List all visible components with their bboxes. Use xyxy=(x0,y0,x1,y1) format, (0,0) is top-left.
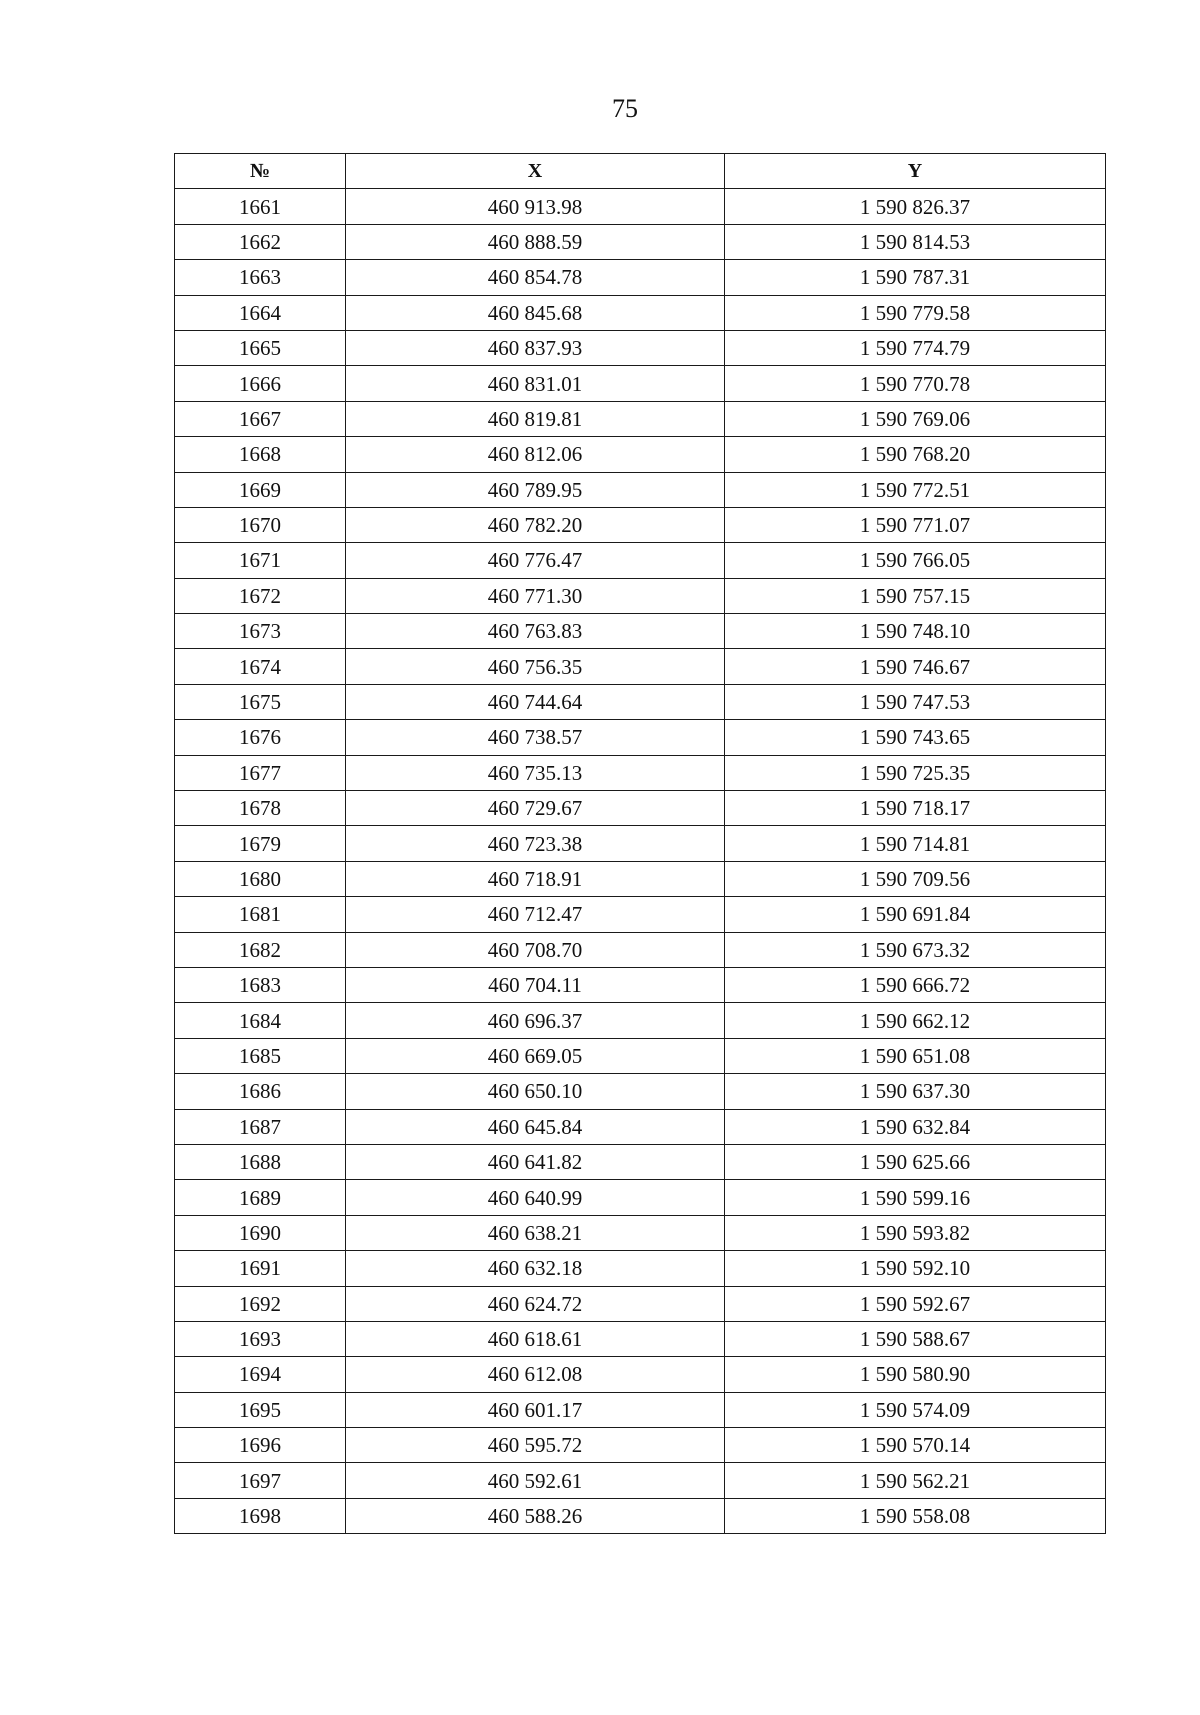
point-number-cell: 1688 xyxy=(175,1144,346,1179)
table-row xyxy=(175,260,1106,295)
x-coordinate-cell: 460 756.35 xyxy=(346,649,725,684)
point-number-cell: 1684 xyxy=(175,1003,346,1038)
y-coordinate-cell: 1 590 769.06 xyxy=(725,401,1106,436)
point-number-cell: 1679 xyxy=(175,826,346,861)
point-number-cell: 1685 xyxy=(175,1038,346,1073)
point-number-cell: 1673 xyxy=(175,614,346,649)
table-row xyxy=(175,1357,1106,1392)
y-coordinate-cell: 1 590 743.65 xyxy=(725,720,1106,755)
x-coordinate-cell: 460 588.26 xyxy=(346,1498,725,1533)
point-number-cell: 1668 xyxy=(175,437,346,472)
x-coordinate-cell: 460 831.01 xyxy=(346,366,725,401)
point-number-cell: 1671 xyxy=(175,543,346,578)
table-row xyxy=(175,1251,1106,1286)
header-number: № xyxy=(175,154,346,189)
y-coordinate-cell: 1 590 662.12 xyxy=(725,1003,1106,1038)
x-coordinate-cell: 460 632.18 xyxy=(346,1251,725,1286)
point-number-cell: 1691 xyxy=(175,1251,346,1286)
y-coordinate-cell: 1 590 787.31 xyxy=(725,260,1106,295)
x-coordinate-cell: 460 669.05 xyxy=(346,1038,725,1073)
point-number-cell: 1665 xyxy=(175,330,346,365)
x-coordinate-cell: 460 718.91 xyxy=(346,861,725,896)
point-number-cell: 1664 xyxy=(175,295,346,330)
table-row xyxy=(175,1321,1106,1356)
table-row xyxy=(175,1428,1106,1463)
header-y: Y xyxy=(725,154,1106,189)
x-coordinate-cell: 460 738.57 xyxy=(346,720,725,755)
table-row xyxy=(175,1392,1106,1427)
point-number-cell: 1670 xyxy=(175,507,346,542)
table-row xyxy=(175,437,1106,472)
table-row xyxy=(175,1144,1106,1179)
x-coordinate-cell: 460 845.68 xyxy=(346,295,725,330)
x-coordinate-cell: 460 888.59 xyxy=(346,224,725,259)
point-number-cell: 1667 xyxy=(175,401,346,436)
y-coordinate-cell: 1 590 725.35 xyxy=(725,755,1106,790)
header-x: X xyxy=(346,154,725,189)
y-coordinate-cell: 1 590 570.14 xyxy=(725,1428,1106,1463)
x-coordinate-cell: 460 854.78 xyxy=(346,260,725,295)
x-coordinate-cell: 460 696.37 xyxy=(346,1003,725,1038)
table-row xyxy=(175,1463,1106,1498)
y-coordinate-cell: 1 590 632.84 xyxy=(725,1109,1106,1144)
y-coordinate-cell: 1 590 814.53 xyxy=(725,224,1106,259)
y-coordinate-cell: 1 590 593.82 xyxy=(725,1215,1106,1250)
table-row xyxy=(175,897,1106,932)
point-number-cell: 1669 xyxy=(175,472,346,507)
table-row xyxy=(175,1286,1106,1321)
point-number-cell: 1663 xyxy=(175,260,346,295)
point-number-cell: 1696 xyxy=(175,1428,346,1463)
x-coordinate-cell: 460 640.99 xyxy=(346,1180,725,1215)
table-row xyxy=(175,189,1106,224)
table-row xyxy=(175,861,1106,896)
y-coordinate-cell: 1 590 625.66 xyxy=(725,1144,1106,1179)
y-coordinate-cell: 1 590 637.30 xyxy=(725,1074,1106,1109)
x-coordinate-cell: 460 776.47 xyxy=(346,543,725,578)
point-number-cell: 1687 xyxy=(175,1109,346,1144)
y-coordinate-cell: 1 590 770.78 xyxy=(725,366,1106,401)
table-row xyxy=(175,295,1106,330)
x-coordinate-cell: 460 744.64 xyxy=(346,684,725,719)
x-coordinate-cell: 460 708.70 xyxy=(346,932,725,967)
y-coordinate-cell: 1 590 748.10 xyxy=(725,614,1106,649)
table-row xyxy=(175,791,1106,826)
point-number-cell: 1695 xyxy=(175,1392,346,1427)
table-body xyxy=(175,189,1106,1534)
point-number-cell: 1661 xyxy=(175,189,346,224)
x-coordinate-cell: 460 612.08 xyxy=(346,1357,725,1392)
table-row xyxy=(175,401,1106,436)
table-row xyxy=(175,720,1106,755)
point-number-cell: 1675 xyxy=(175,684,346,719)
x-coordinate-cell: 460 601.17 xyxy=(346,1392,725,1427)
point-number-cell: 1694 xyxy=(175,1357,346,1392)
x-coordinate-cell: 460 837.93 xyxy=(346,330,725,365)
table-row xyxy=(175,684,1106,719)
y-coordinate-cell: 1 590 766.05 xyxy=(725,543,1106,578)
y-coordinate-cell: 1 590 562.21 xyxy=(725,1463,1106,1498)
point-number-cell: 1662 xyxy=(175,224,346,259)
point-number-cell: 1680 xyxy=(175,861,346,896)
point-number-cell: 1690 xyxy=(175,1215,346,1250)
point-number-cell: 1677 xyxy=(175,755,346,790)
x-coordinate-cell: 460 771.30 xyxy=(346,578,725,613)
y-coordinate-cell: 1 590 651.08 xyxy=(725,1038,1106,1073)
table-row xyxy=(175,1215,1106,1250)
table-row xyxy=(175,826,1106,861)
x-coordinate-cell: 460 624.72 xyxy=(346,1286,725,1321)
x-coordinate-cell: 460 735.13 xyxy=(346,755,725,790)
y-coordinate-cell: 1 590 771.07 xyxy=(725,507,1106,542)
y-coordinate-cell: 1 590 666.72 xyxy=(725,967,1106,1002)
y-coordinate-cell: 1 590 826.37 xyxy=(725,189,1106,224)
y-coordinate-cell: 1 590 580.90 xyxy=(725,1357,1106,1392)
x-coordinate-cell: 460 704.11 xyxy=(346,967,725,1002)
x-coordinate-cell: 460 913.98 xyxy=(346,189,725,224)
table-row xyxy=(175,472,1106,507)
point-number-cell: 1689 xyxy=(175,1180,346,1215)
table-row xyxy=(175,330,1106,365)
point-number-cell: 1672 xyxy=(175,578,346,613)
table-row xyxy=(175,967,1106,1002)
y-coordinate-cell: 1 590 768.20 xyxy=(725,437,1106,472)
point-number-cell: 1674 xyxy=(175,649,346,684)
x-coordinate-cell: 460 645.84 xyxy=(346,1109,725,1144)
y-coordinate-cell: 1 590 779.58 xyxy=(725,295,1106,330)
table-row xyxy=(175,932,1106,967)
x-coordinate-cell: 460 763.83 xyxy=(346,614,725,649)
y-coordinate-cell: 1 590 558.08 xyxy=(725,1498,1106,1533)
coordinates-table xyxy=(174,153,1106,1534)
table-row xyxy=(175,507,1106,542)
x-coordinate-cell: 460 641.82 xyxy=(346,1144,725,1179)
point-number-cell: 1697 xyxy=(175,1463,346,1498)
point-number-cell: 1682 xyxy=(175,932,346,967)
y-coordinate-cell: 1 590 714.81 xyxy=(725,826,1106,861)
x-coordinate-cell: 460 712.47 xyxy=(346,897,725,932)
table-row xyxy=(175,578,1106,613)
point-number-cell: 1683 xyxy=(175,967,346,1002)
table-row xyxy=(175,366,1106,401)
y-coordinate-cell: 1 590 592.67 xyxy=(725,1286,1106,1321)
point-number-cell: 1698 xyxy=(175,1498,346,1533)
x-coordinate-cell: 460 729.67 xyxy=(346,791,725,826)
y-coordinate-cell: 1 590 588.67 xyxy=(725,1321,1106,1356)
x-coordinate-cell: 460 650.10 xyxy=(346,1074,725,1109)
table-row xyxy=(175,1003,1106,1038)
table-header-row xyxy=(175,154,1106,189)
point-number-cell: 1686 xyxy=(175,1074,346,1109)
x-coordinate-cell: 460 618.61 xyxy=(346,1321,725,1356)
point-number-cell: 1666 xyxy=(175,366,346,401)
x-coordinate-cell: 460 595.72 xyxy=(346,1428,725,1463)
y-coordinate-cell: 1 590 718.17 xyxy=(725,791,1106,826)
point-number-cell: 1678 xyxy=(175,791,346,826)
x-coordinate-cell: 460 592.61 xyxy=(346,1463,725,1498)
y-coordinate-cell: 1 590 599.16 xyxy=(725,1180,1106,1215)
point-number-cell: 1681 xyxy=(175,897,346,932)
x-coordinate-cell: 460 638.21 xyxy=(346,1215,725,1250)
y-coordinate-cell: 1 590 757.15 xyxy=(725,578,1106,613)
page-number-text: 75 xyxy=(612,94,638,123)
table-row xyxy=(175,543,1106,578)
table-row xyxy=(175,649,1106,684)
y-coordinate-cell: 1 590 673.32 xyxy=(725,932,1106,967)
table-row xyxy=(175,755,1106,790)
x-coordinate-cell: 460 789.95 xyxy=(346,472,725,507)
table-row xyxy=(175,614,1106,649)
table-row xyxy=(175,1180,1106,1215)
table-row xyxy=(175,1109,1106,1144)
y-coordinate-cell: 1 590 746.67 xyxy=(725,649,1106,684)
x-coordinate-cell: 460 723.38 xyxy=(346,826,725,861)
x-coordinate-cell: 460 812.06 xyxy=(346,437,725,472)
table-row xyxy=(175,1074,1106,1109)
page-number xyxy=(0,92,1200,126)
y-coordinate-cell: 1 590 747.53 xyxy=(725,684,1106,719)
point-number-cell: 1693 xyxy=(175,1321,346,1356)
x-coordinate-cell: 460 782.20 xyxy=(346,507,725,542)
table-row xyxy=(175,1498,1106,1533)
point-number-cell: 1676 xyxy=(175,720,346,755)
y-coordinate-cell: 1 590 574.09 xyxy=(725,1392,1106,1427)
y-coordinate-cell: 1 590 774.79 xyxy=(725,330,1106,365)
y-coordinate-cell: 1 590 772.51 xyxy=(725,472,1106,507)
y-coordinate-cell: 1 590 691.84 xyxy=(725,897,1106,932)
table-row xyxy=(175,1038,1106,1073)
x-coordinate-cell: 460 819.81 xyxy=(346,401,725,436)
y-coordinate-cell: 1 590 592.10 xyxy=(725,1251,1106,1286)
point-number-cell: 1692 xyxy=(175,1286,346,1321)
y-coordinate-cell: 1 590 709.56 xyxy=(725,861,1106,896)
table-row xyxy=(175,224,1106,259)
